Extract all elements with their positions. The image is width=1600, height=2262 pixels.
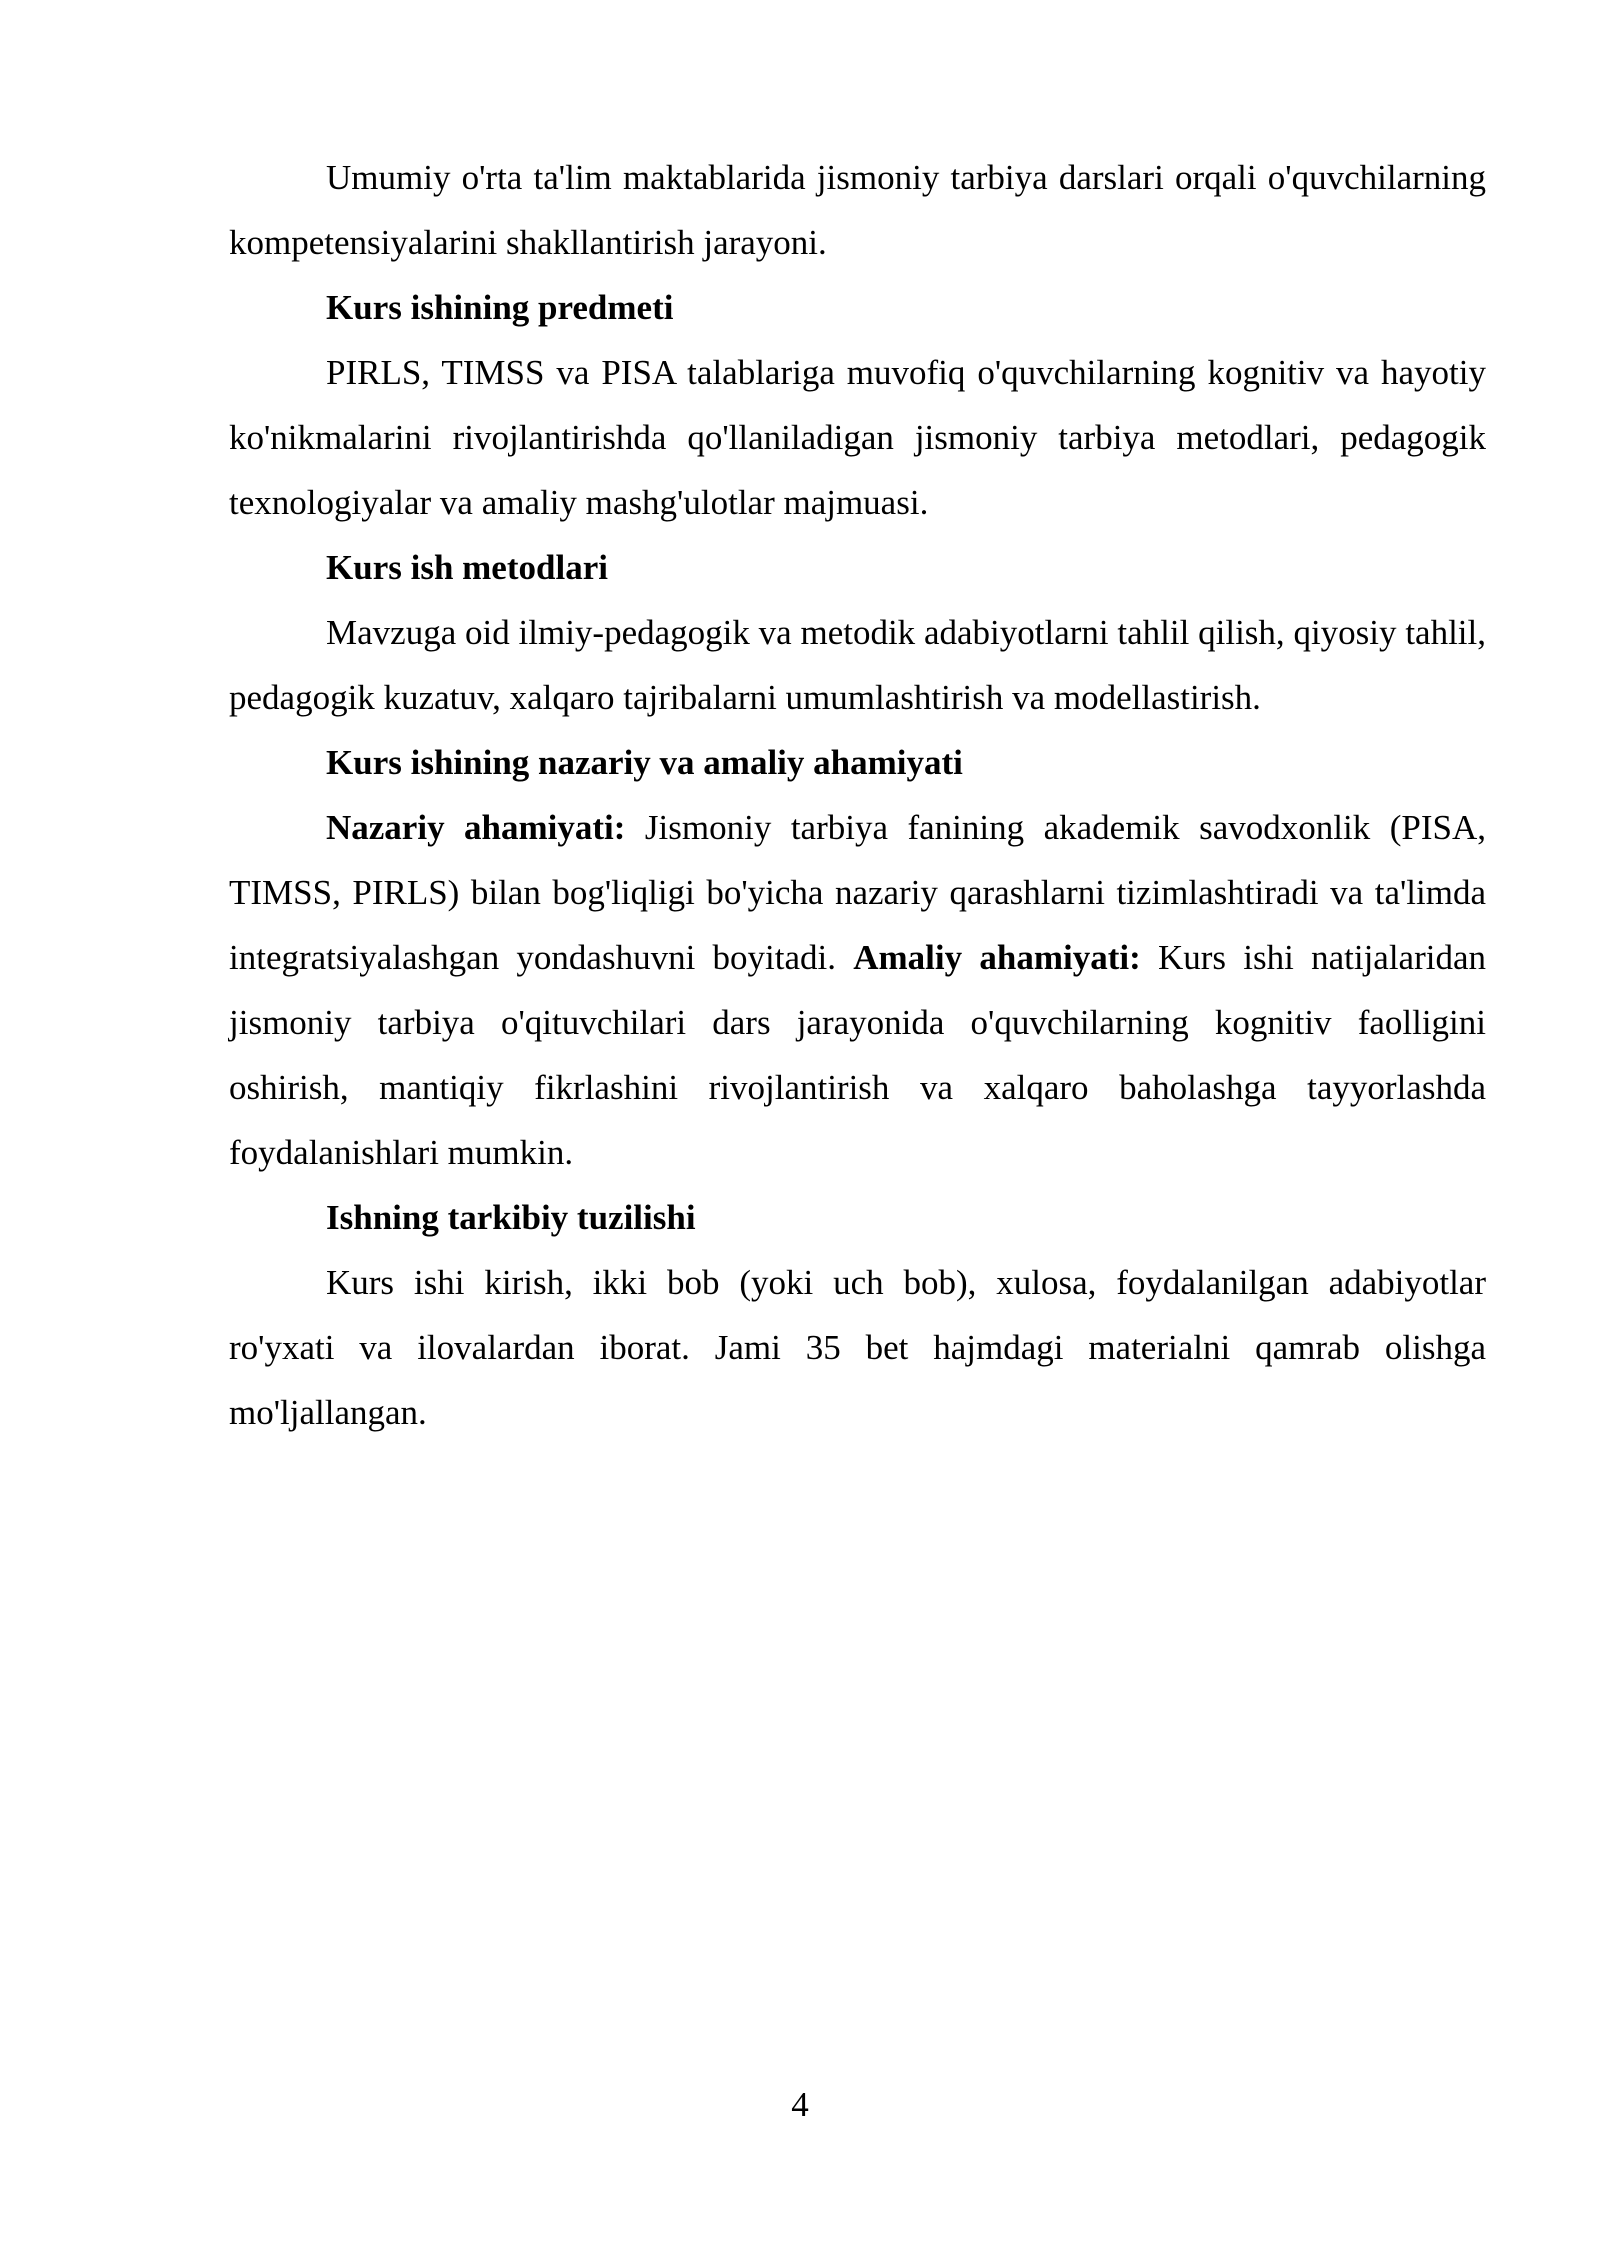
- section-heading-methods: Kurs ish metodlari: [326, 548, 608, 587]
- theory-text: Jismoniy tarbiya fanining akademik savodxonlik (PISA, TIMSS, PIRLS) bilan bog'liqligi bo'yicha nazariy qarashlarni tizimlashtiradi va ta'limda integratsiyalashgan yondashuvni boyitadi.: [229, 808, 1486, 977]
- section-body-methods: Mavzuga oid ilmiy-pedagogik va metodik adabiyotlarni tahlil qilish, qiyosiy tahlil, pedagogik kuzatuv, xalqaro tajribalarni umumlashtirish va modellastirish.: [229, 613, 1486, 717]
- section-heading-subject: Kurs ishining predmeti: [326, 288, 674, 327]
- theory-label: Nazariy ahamiyati:: [326, 808, 626, 847]
- section-body-subject: PIRLS, TIMSS va PISA talablariga muvofiq o'quvchilarning kognitiv va hayotiy ko'nikmalarini rivojlantirishda qo'llaniladigan jismoniy tarbiya metodlari, pedagogik texnologiyalar va amaliy mashg'ulotlar majmuasi.: [229, 353, 1486, 522]
- section-heading-significance: Kurs ishining nazariy va amaliy ahamiyati: [326, 743, 963, 782]
- section-body-significance: [229, 795, 1486, 1185]
- practice-text: Kurs ishi natijalaridan jismoniy tarbiya o'qituvchilari dars jarayonida o'quvchilarning kognitiv faolligini oshirish, mantiqiy fikrlashini rivojlantirish va xalqaro baholashga tayyorlashda foydalanishlari mumkin.: [229, 938, 1486, 1172]
- page-content: [229, 145, 1486, 1445]
- section-heading-structure: Ishning tarkibiy tuzilishi: [326, 1198, 696, 1237]
- page-number: 4: [791, 2085, 809, 2124]
- section-body-structure: Kurs ishi kirish, ikki bob (yoki uch bob), xulosa, foydalanilgan adabiyotlar ro'yxati va ilovalardan iborat. Jami 35 bet hajmdagi materialni qamrab olishga mo'ljallangan.: [229, 1263, 1486, 1432]
- intro-paragraph: Umumiy o'rta ta'lim maktablarida jismoniy tarbiya darslari orqali o'quvchilarning kompetensiyalarini shakllantirish jarayoni.: [229, 158, 1486, 262]
- practice-label: Amaliy ahamiyati:: [853, 938, 1141, 977]
